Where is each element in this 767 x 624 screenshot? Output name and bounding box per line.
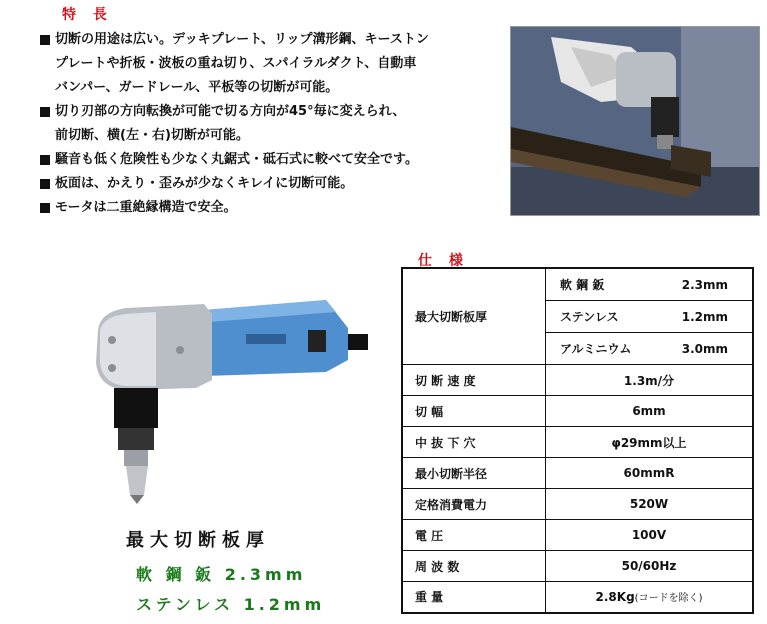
feature-line: モータは二重絶縁構造で安全。 bbox=[55, 200, 237, 215]
spec-heading: 仕 様 bbox=[418, 253, 469, 269]
material-name: 軟 鋼 鈑 bbox=[546, 269, 660, 301]
material-name: ステンレス bbox=[546, 301, 660, 333]
spec-label: 切 断 速 度 bbox=[402, 365, 546, 396]
table-row bbox=[546, 269, 752, 301]
table-row bbox=[546, 333, 752, 365]
motor-body bbox=[204, 300, 368, 376]
spec-label: 周 波 数 bbox=[402, 551, 546, 582]
spec-value: φ29mm以上 bbox=[546, 427, 754, 458]
feature-line: プレートや折板・波板の重ね切り、スパイラルダクト、自動車 bbox=[55, 56, 417, 71]
table-row bbox=[402, 396, 753, 427]
spec-label: 重 量 bbox=[402, 582, 546, 613]
feature-line: 前切断、横(左・右)切断が可能。 bbox=[55, 128, 249, 143]
spec-row-max-cut bbox=[402, 268, 753, 365]
feature-item bbox=[40, 100, 500, 148]
gear-head bbox=[96, 304, 212, 390]
table-row bbox=[402, 582, 753, 613]
table-row bbox=[402, 458, 753, 489]
spec-label: 最大切断板厚 bbox=[402, 268, 546, 365]
feature-item bbox=[40, 28, 500, 100]
weight-note: (コードを除く) bbox=[634, 593, 703, 605]
features-heading: 特 長 bbox=[62, 7, 113, 23]
spec-label: 電 圧 bbox=[402, 520, 546, 551]
table-row bbox=[402, 489, 753, 520]
weight-value: 2.8Kg bbox=[595, 590, 635, 605]
material-name: アルミニウム bbox=[560, 342, 632, 356]
table-row bbox=[402, 365, 753, 396]
spec-value bbox=[546, 582, 754, 613]
table-row bbox=[402, 427, 753, 458]
spec-value: 520W bbox=[546, 489, 754, 520]
material-value: 2.3mm bbox=[660, 269, 752, 301]
nibbler-product-image bbox=[86, 290, 376, 505]
spec-table bbox=[401, 267, 754, 614]
spec-value: 50/60Hz bbox=[546, 551, 754, 582]
spec-value: 6mm bbox=[546, 396, 754, 427]
spec-value: 100V bbox=[546, 520, 754, 551]
table-row bbox=[402, 520, 753, 551]
spec-label: 最小切断半径 bbox=[402, 458, 546, 489]
cutter-head bbox=[114, 388, 158, 504]
caption-mild-steel: 軟 鋼 鈑 2.3mm bbox=[136, 565, 307, 584]
spec-value: 60mmR bbox=[546, 458, 754, 489]
feature-line: バンパー、ガードレール、平板等の切断が可能。 bbox=[55, 80, 339, 95]
features-list bbox=[40, 28, 500, 220]
usage-photo bbox=[510, 26, 760, 216]
caption-stainless: ステンレス 1.2mm bbox=[136, 595, 326, 614]
spec-label: 切 幅 bbox=[402, 396, 546, 427]
spec-label: 中 抜 下 穴 bbox=[402, 427, 546, 458]
spec-label: 定格消費電力 bbox=[402, 489, 546, 520]
table-row bbox=[402, 551, 753, 582]
feature-line: 騒音も低く危険性も少なく丸鋸式・砥石式に較べて安全です。 bbox=[55, 152, 418, 167]
spec-value: 1.3m/分 bbox=[546, 365, 754, 396]
feature-line: 切断の用途は広い。デッキプレート、リップ溝形鋼、キーストン bbox=[55, 32, 429, 47]
table-row bbox=[546, 301, 752, 333]
feature-line: 切り刃部の方向転換が可能で切る方向が45°毎に変えられ、 bbox=[55, 104, 406, 119]
feature-line: 板面は、かえり・歪みが少なくキレイに切断可能。 bbox=[55, 176, 354, 191]
caption-title: 最大切断板厚 bbox=[126, 530, 270, 551]
material-value: 3.0mm bbox=[681, 341, 728, 356]
feature-item bbox=[40, 148, 500, 172]
max-cut-subtable bbox=[546, 269, 752, 364]
feature-item bbox=[40, 196, 500, 220]
feature-item bbox=[40, 172, 500, 196]
material-value: 1.2mm bbox=[660, 301, 752, 333]
